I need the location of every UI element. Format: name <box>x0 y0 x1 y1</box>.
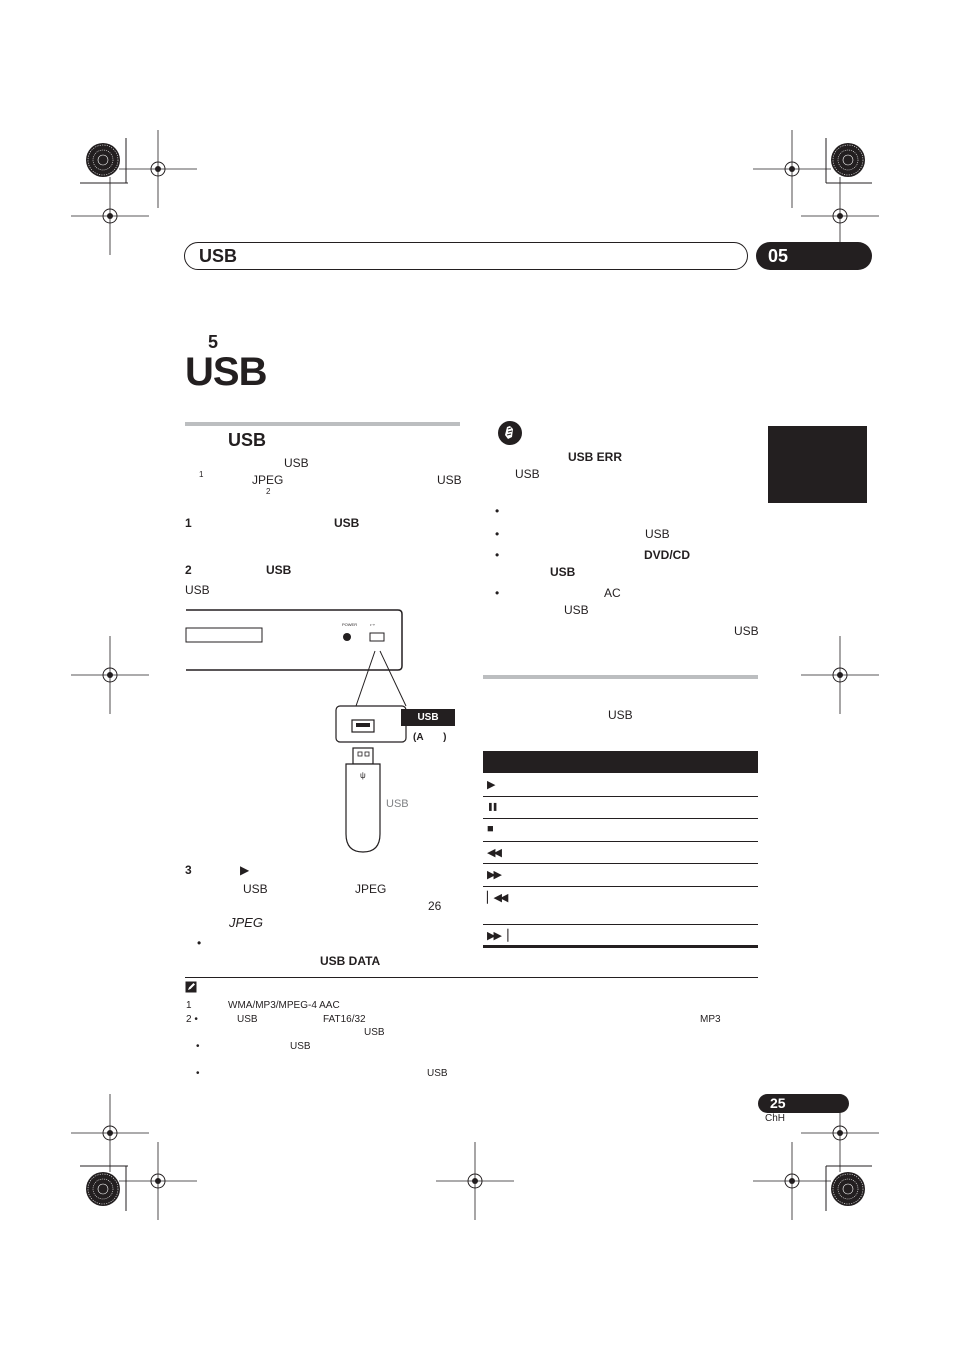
caution-bullet-2: • <box>495 527 500 541</box>
footnote-ref-1: 1 <box>199 470 204 479</box>
table-row <box>483 886 758 925</box>
table-row <box>483 841 758 864</box>
usb-device-label: USB <box>386 798 409 810</box>
intro-jpeg: JPEG <box>252 473 284 487</box>
caution-icon <box>497 420 523 446</box>
table-row <box>483 818 758 842</box>
step-3-number: 3 <box>185 863 192 877</box>
caution-bullet-3-bold: DVD/CD <box>644 548 691 562</box>
caution-usb-tail: USB <box>734 624 759 638</box>
usb-err-label: USB ERR <box>568 450 623 464</box>
footnote-ref-2: 2 <box>266 487 271 496</box>
caution-bullet-1: • <box>495 504 500 518</box>
caution-bullet-4: • <box>495 586 500 600</box>
svg-text:ψ: ψ <box>360 771 366 780</box>
step-2-text: USB <box>185 583 210 597</box>
chapter-number-badge: 05 <box>756 242 872 270</box>
footnote-1-text: WMA/MP3/MPEG-4 AAC <box>228 1000 340 1011</box>
footnote-bullet-3-usb: USB <box>427 1068 448 1079</box>
next-icon: ▶▶▕ <box>487 930 507 942</box>
svg-text:•⇢: •⇢ <box>370 622 375 627</box>
playback-usb: USB <box>608 708 633 722</box>
page-language-code: ChH <box>765 1113 786 1124</box>
caution-bullet-3: • <box>495 548 500 562</box>
footnote-2-fat: FAT16/32 <box>323 1014 366 1025</box>
usb-port-badge: USB <box>401 709 455 726</box>
page-number: 25 <box>758 1094 849 1113</box>
play-icon: ▶ <box>487 779 494 791</box>
chapter-label: 5 <box>208 332 219 352</box>
step-3-bullet: • <box>197 936 202 950</box>
language-tab <box>768 426 867 503</box>
step-1-usb: USB <box>334 516 360 530</box>
footnote-2-usb-2: USB <box>364 1027 385 1038</box>
footnote-bullet-2-usb: USB <box>290 1041 311 1052</box>
pause-icon: ❚❚ <box>487 802 497 811</box>
step-2-number: 2 <box>185 563 192 577</box>
play-icon: ▶ <box>240 863 250 877</box>
step-3-jpeg: JPEG <box>355 882 387 896</box>
footnote-bullet-2: • <box>196 1041 200 1052</box>
previous-icon: ▏◀◀ <box>487 892 507 904</box>
caution-usb-line-2: USB <box>564 603 589 617</box>
caution-bullet-2-text: USB <box>645 527 670 541</box>
caution-bullet-4-text: AC <box>604 586 621 600</box>
table-row <box>483 773 758 797</box>
note-icon <box>185 981 197 993</box>
section-header-bar <box>184 242 748 270</box>
step-2-usb: USB <box>266 563 292 577</box>
fast-forward-icon: ▶▶ <box>487 869 500 881</box>
table-row <box>483 796 758 819</box>
rewind-icon: ◀◀ <box>487 847 500 859</box>
footnote-rule <box>185 977 758 978</box>
footnote-2-mp3: MP3 <box>700 1014 721 1025</box>
section-header-title: USB <box>199 246 238 266</box>
chapter-title: USB <box>185 350 267 394</box>
caution-usb: USB <box>515 467 540 481</box>
step-1-number: 1 <box>185 516 192 530</box>
power-label: POWER <box>342 622 358 627</box>
section-heading: USB <box>228 430 267 450</box>
section-rule-left <box>185 422 460 426</box>
footnote-1-number: 1 <box>186 1000 192 1011</box>
intro-usb: USB <box>284 456 309 470</box>
table-row <box>483 863 758 887</box>
section-rule-right <box>483 675 758 679</box>
intro-usb-2: USB <box>437 473 462 487</box>
footnote-2-usb: USB <box>237 1014 258 1025</box>
footnote-2-number: 2 • <box>186 1014 198 1025</box>
table-row <box>483 924 758 948</box>
caution-usb-line: USB <box>550 565 576 579</box>
step-3-usb: USB <box>243 882 268 896</box>
controls-table-header <box>483 751 758 773</box>
step-3-jpeg-italic: JPEG <box>229 915 263 930</box>
footnote-bullet-3: • <box>196 1068 200 1079</box>
usb-type-label: (A ) <box>413 732 447 743</box>
usb-data-label: USB DATA <box>320 954 381 968</box>
step-3-page-ref: 26 <box>428 899 442 913</box>
stop-icon: ■ <box>487 823 492 835</box>
